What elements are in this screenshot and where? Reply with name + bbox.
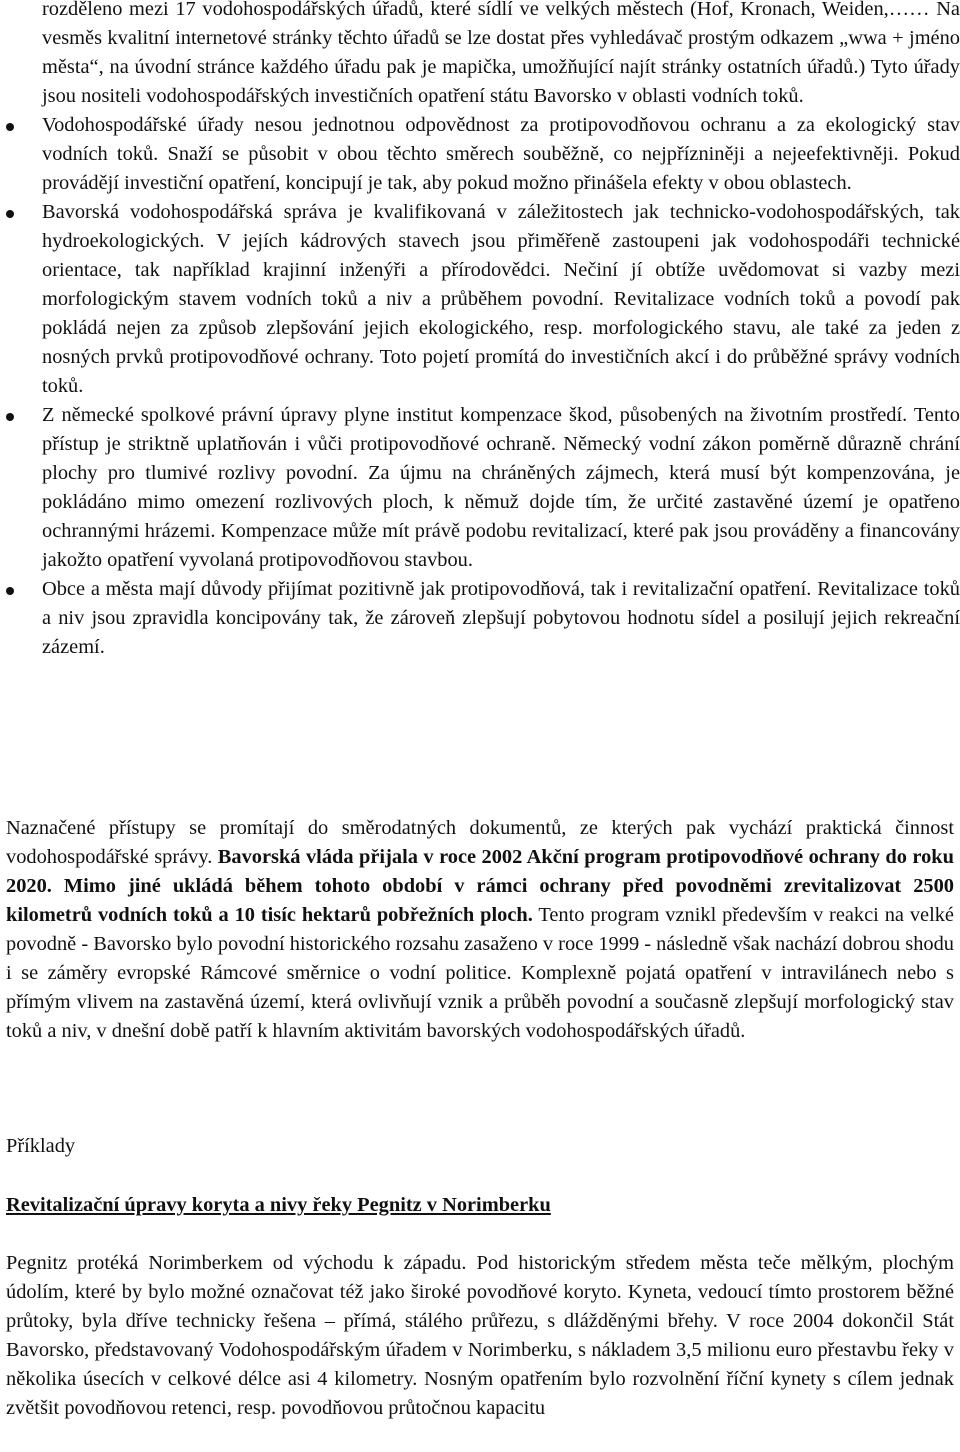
bullet-text: Vodohospodářské úřady nesou jednotnou odpovědnost za protipovodňovou ochranu a za ekologický stav vodních toků. Snaží se působit v obou těchto směrech souběžně, co nejpřízniněji a nejeefektivněji. Pokud provádějí investiční opatření, koncipují je tak, aby pokud možno přinášela efekty v obou oblastech. — [42, 114, 960, 194]
paragraph-rest: Tento program vznikl především v reakci na velké povodně - Bavorsko bylo povodní historického rozsahu zasaženo v roce 1999 - následně však nachází dobrou shodu i se záměry evropské Rámcové směrnice o vodní politice. Komplexně pojatá opatření v intravilánech nebo s přímým vlivem na zastavěná území, která ovlivňují vznik a průběh povodní a současně zlepšují morfologický stav toků a niv, v dnešní době patří k hlavním aktivitám bavorských vodohospodářských úřadů. — [6, 904, 954, 1042]
bullet-text: rozděleno mezi 17 vodohospodářských úřadů, které sídlí ve velkých městech (Hof, Kronach, Weiden,…… Na vesměs kvalitní internetové stránky těchto úřadů se lze dostat přes vyhledávač prostým odkazem „wwa + jméno města“, na úvodní stránce každého úřadu pak je mapička, umožňující najít stránky ostatních úřadů.) Tyto úřady jsou nositeli vodohospodářských investičních opatření státu Bavorsko v oblasti vodních toků. — [42, 0, 960, 107]
bullet-item — [0, 198, 960, 401]
body-paragraph — [6, 814, 954, 1046]
bullet-icon — [6, 210, 14, 218]
bullet-text: Bavorská vodohospodářská správa je kvalifikovaná v záležitostech jak technicko-vodohospodářských, tak hydroekologických. V jejích kádrových stavech jsou přiměřeně zastoupeni jak vodohospodáři technické orientace, tak například krajinní inženýři a přírodovědci. Nečiní jí obtíže uvědomovat si vazby mezi morfologickým stavem vodních toků a niv a průběhem povodní. Revitalizace vodních toků a povodí pak pokládá nejen za způsob zlepšování jejich ekologického, resp. morfologického stavu, ale také za jeden z nosných prvků protipovodňové ochrany. Toto pojetí promítá do investičních akcí i do průběžné správy vodních toků. — [42, 201, 960, 397]
bullet-text: Obce a města mají důvody přijímat pozitivně jak protipovodňová, tak i revitalizační opatření. Revitalizace toků a niv jsou zpravidla koncipovány tak, že zároveň zlepšují pobytovou hodnotu sídel a posilují jejich rekreační zázemí. — [42, 578, 960, 658]
bullet-item — [0, 0, 960, 111]
paragraph-intro: Naznačené přístupy se promítají do směrodatných dokumentů, ze kterých pak vychází praktická činnost vodohospodářské správy. — [6, 817, 954, 868]
example-title: Revitalizační úpravy koryta a nivy řeky Pegnitz v Norimberku — [6, 1194, 551, 1216]
body-paragraph: Pegnitz protéká Norimberkem od východu k západu. Pod historickým středem města teče mělkým, plochým údolím, které by bylo možné označovat též jako široké povodňové koryto. Kyneta, vedoucí tímto prostorem běžné průtoky, byla dříve technicky řešena – přímá, stálého průřezu, s dlážděnými břehy. V roce 2004 dokončil Stát Bavorsko, představovaný Vodohospodářským úřadem v Norimberku, s nákladem 3,5 milionu euro přestavbu řeky v několika úsecích v celkové délce asi 4 kilometry. Nosným opatřením bylo rozvolnění říční kynety s cílem jednak zvětšit povodňovou retenci, resp. povodňovou průtočnou kapacitu — [6, 1252, 954, 1419]
examples-heading: Příklady — [6, 1135, 76, 1157]
bullet-item — [0, 111, 960, 198]
bullet-icon — [6, 123, 14, 131]
bullet-text: Z německé spolkové právní úpravy plyne institut kompenzace škod, působených na životním prostředí. Tento přístup je striktně uplatňován i vůči protipovodňové ochraně. Německý vodní zákon poměrně důrazně chrání plochy pro tlumivé rozlivy povodní. Za újmu na chráněných zájmech, která musí být kompenzována, je pokládáno mimo omezení rozlivových ploch, k němuž dojde tím, že určité zastavěné území je opatřeno ochrannými hrázemi. Kompenzace může mít právě podobu revitalizací, které pak jsou prováděny a financovány jakožto opatření vyvolaná protipovodňovou stavbou. — [42, 404, 960, 571]
bullet-item — [0, 575, 960, 662]
bullet-item — [0, 401, 960, 575]
bullet-icon — [6, 587, 14, 595]
bullet-icon — [6, 413, 14, 421]
bullet-list — [0, 0, 960, 662]
paragraph-bold-statement: Bavorská vláda přijala v roce 2002 Akční program protipovodňové ochrany do roku 2020. Mimo jiné ukládá během tohoto období v rámci ochrany před povodněmi zrevitalizovat 2500 kilometrů vodních toků a 10 tisíc hektarů pobřežních ploch. — [6, 846, 954, 926]
